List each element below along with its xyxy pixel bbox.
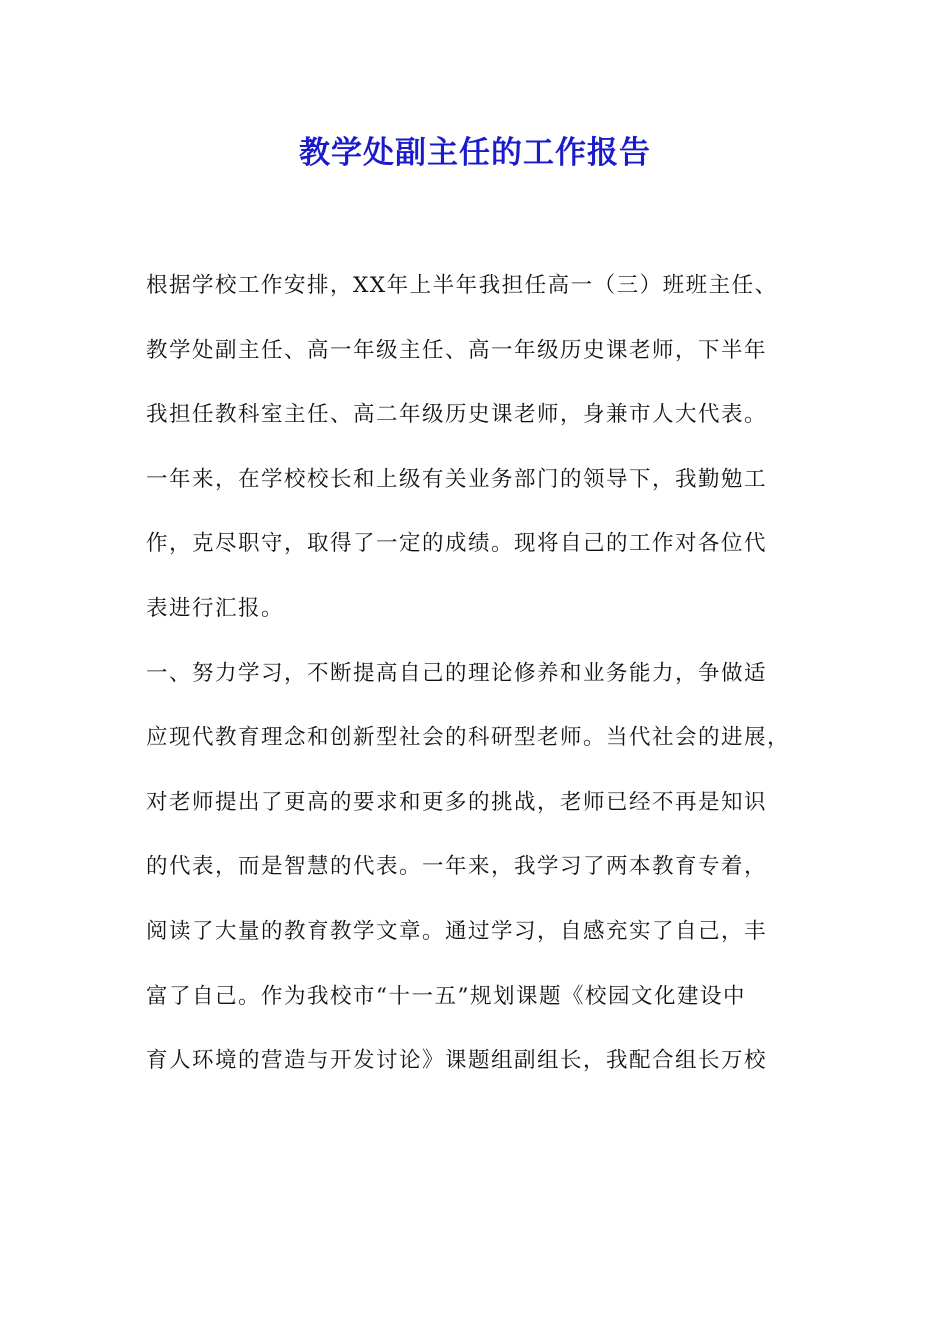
document-title: 教学处副主任的工作报告: [299, 135, 651, 171]
body-line: 对老师提出了更高的要求和更多的挑战，老师已经不再是知识: [146, 789, 768, 815]
body-line: 一、努力学习，不断提高自己的理论修养和业务能力，争做适: [146, 660, 768, 686]
body-line: 教学处副主任、高一年级主任、高一年级历史课老师，下半年: [146, 337, 768, 363]
body-line: 作，克尽职守，取得了一定的成绩。现将自己的工作对各位代: [146, 531, 768, 557]
document-body: [146, 264, 826, 1104]
body-line: 一年来，在学校校长和上级有关业务部门的领导下，我勤勉工: [146, 466, 768, 492]
body-line: 表进行汇报。: [146, 595, 285, 621]
body-line: 阅读了大量的教育教学文章。通过学习，自感充实了自己，丰: [146, 918, 768, 944]
body-line: 育人环境的营造与开发讨论》课题组副组长，我配合组长万校: [146, 1048, 768, 1074]
body-line: 我担任教科室主任、高二年级历史课老师，身兼市人大代表。: [146, 402, 768, 428]
body-line: 应现代教育理念和创新型社会的科研型老师。当代社会的进展，: [146, 725, 791, 751]
body-line: 根据学校工作安排，XX年上半年我担任高一（三）班班主任、: [146, 273, 778, 298]
body-line: 富了自己。作为我校市“十一五”规划课题《校园文化建设中: [146, 983, 746, 1009]
body-line: 的代表，而是智慧的代表。一年来，我学习了两本教育专着，: [146, 854, 768, 880]
